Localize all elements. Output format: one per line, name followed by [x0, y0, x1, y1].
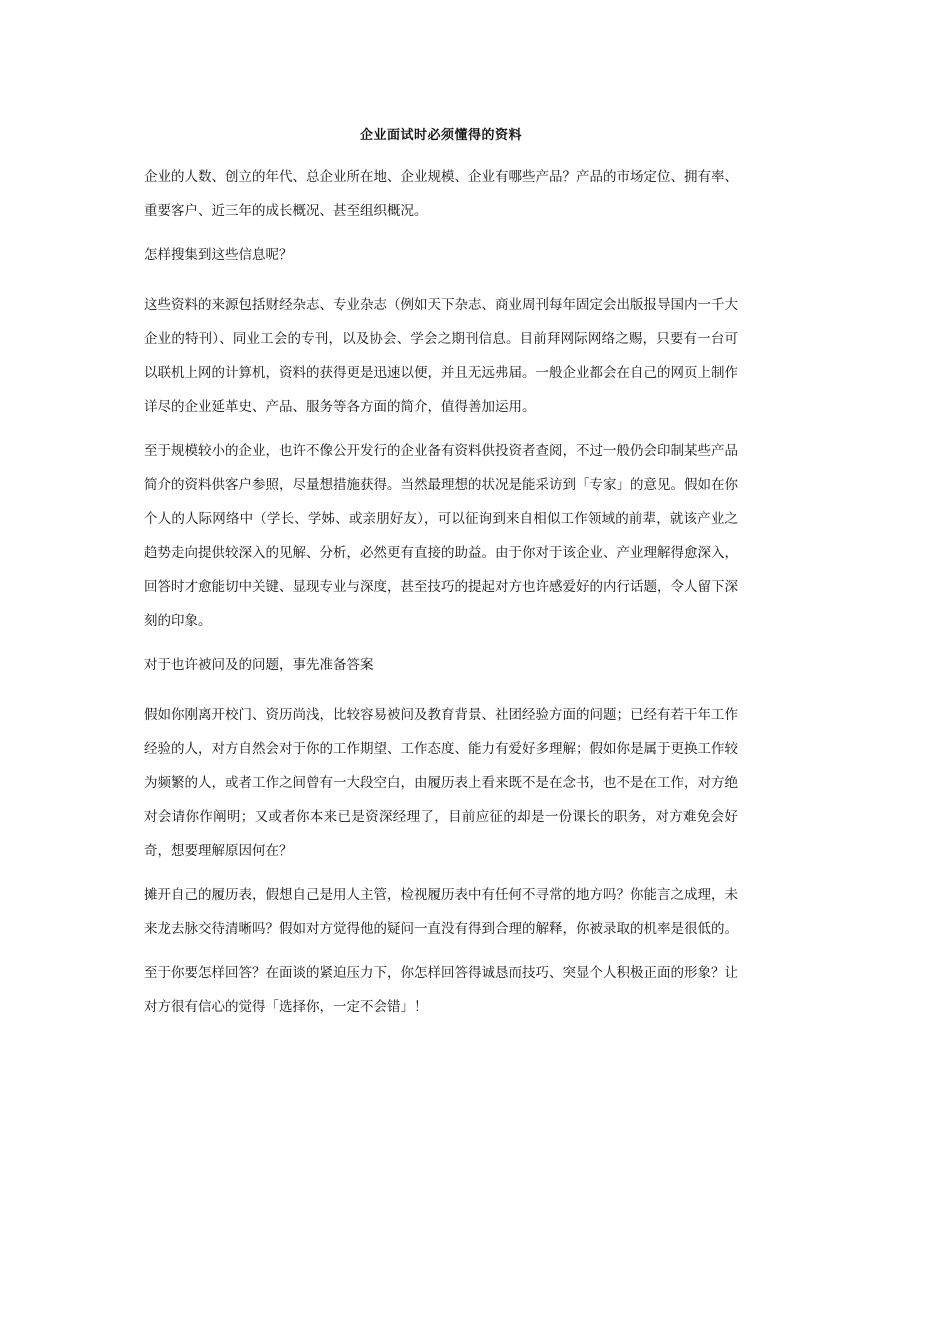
document-page	[144, 126, 738, 1034]
document-title: 企业面试时必须懂得的资料	[359, 128, 522, 143]
paragraph-sources: 这些资料的来源包括财经杂志、专业杂志（例如天下杂志、商业周刊每年固定会出版报导国内一千大企业的特刊）、同业工会的专刊，以及协会、学会之期刊信息。目前拜网际网络之赐，只要有一台可以联机上网的计算机，资料的获得更是迅速以便，并且无远弗届。一般企业都会在自己的网页上制作详尽的企业延革史、产品、服务等各方面的简介，值得善加运用。	[144, 297, 738, 415]
paragraph-how-to-collect: 怎样搜集到这些信息呢？	[144, 247, 293, 263]
paragraph-prepare-answers: 对于也许被问及的问题，事先准备答案	[144, 657, 374, 673]
paragraph-small-companies: 至于规模较小的企业，也许不像公开发行的企业备有资料供投资者查阅，不过一般仍会印制某些产品简介的资料供客户参照，尽量想措施获得。当然最理想的状况是能采访到「专家」的意见。假如在你个人的人际网络中（学长、学姊、或亲朋好友），可以征询到来自相似工作领域的前辈，就该产业之趋势走向提供较深入的见解、分析，必然更有直接的助益。由于你对于该企业、产业理解得愈深入，回答时才愈能切中关键、显现专业与深度，甚至技巧的提起对方也许感爱好的内行话题，令人留下深刻的印象。	[144, 443, 738, 629]
paragraph-background-questions: 假如你刚离开校门、资历尚浅，比较容易被问及教育背景、社团经验方面的问题；已经有若干年工作经验的人，对方自然会对于你的工作期望、工作态度、能力有爱好多理解；假如你是属于更换工作较为频繁的人，或者工作之间曾有一大段空白，由履历表上看来既不是在念书，也不是在工作，对方绝对会请你作阐明；又或者你本来已是资深经理了，目前应征的却是一份课长的职务，对方难免会好奇，想要理解原因何在？	[144, 707, 738, 859]
paragraph-company-facts: 企业的人数、创立的年代、总企业所在地、企业规模、企业有哪些产品？产品的市场定位、拥有率、重要客户、近三年的成长概况、甚至组织概况。	[144, 169, 738, 219]
paragraph-review-resume: 摊开自己的履历表，假想自己是用人主管，检视履历表中有任何不寻常的地方吗？你能言之成理，未来龙去脉交待清晰吗？假如对方觉得他的疑问一直没有得到合理的解释，你被录取的机率是很低的。	[144, 887, 738, 937]
paragraph-how-to-answer: 至于你要怎样回答？在面谈的紧迫压力下，你怎样回答得诚恳而技巧、突显个人积极正面的形象？让对方很有信心的觉得「选择你，一定不会错」！	[144, 965, 738, 1015]
